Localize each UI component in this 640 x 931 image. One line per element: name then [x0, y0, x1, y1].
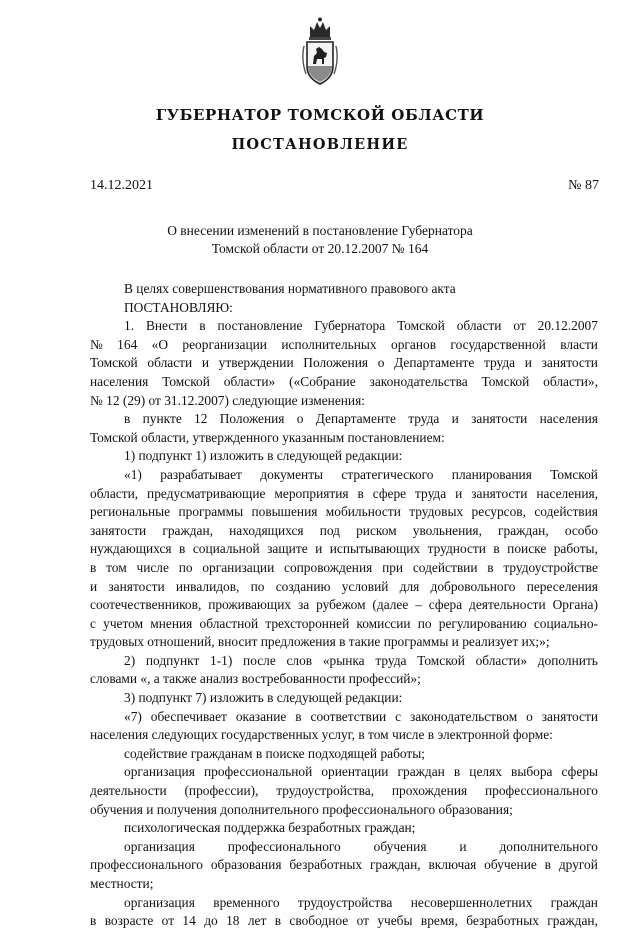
- body-line: обучения и получения дополнительного профессионального образования;: [90, 801, 513, 817]
- body-line: содействие гражданам в поиске подходящей работы;: [124, 745, 425, 761]
- body-line: № 164 «О реорганизации исполнительных органов государственной власти: [90, 336, 598, 352]
- authority-title: ГУБЕРНАТОР ТОМСКОЙ ОБЛАСТИ: [155, 106, 485, 124]
- body-line: № 12 (29) от 31.12.2007) следующие изменения:: [90, 392, 365, 408]
- body-line: деятельности (профессии), трудоустройства, прохождения профессионального: [90, 783, 598, 799]
- body-line: профессионального образования безработных граждан, включая обучение в другой: [90, 857, 598, 873]
- document-number: № 87: [568, 178, 599, 193]
- body-line: 3) подпункт 7) изложить в следующей редакции:: [124, 690, 403, 706]
- body-line: в том числе по организации сопровождения при содействии в трудоустройстве: [90, 559, 598, 575]
- document-date: 14.12.2021: [90, 178, 153, 193]
- body-line: 1) подпункт 1) изложить в следующей редакции:: [124, 448, 403, 464]
- body-line: трудовых отношений, вносит предложения в такие программы и реализует их;»;: [90, 634, 550, 650]
- body-line: занятости граждан, находящихся под риском увольнения, граждан, особо: [90, 522, 598, 538]
- body-line: региональные программы повышения мобильности трудовых ресурсов, содействия: [90, 504, 598, 520]
- body-line: и занятости инвалидов, по созданию условий для добровольного переселения: [90, 578, 598, 594]
- body-line: местности;: [90, 876, 154, 891]
- body-line: словами «, а также анализ востребованности профессий»;: [90, 671, 421, 687]
- body-line: нуждающихся в социальной защите и испытывающих трудности в поиске работы,: [90, 541, 598, 557]
- body-line: населения следующих государственных услуг, в том числе в электронной форме:: [90, 727, 553, 743]
- body-line: населения Томской области» («Собрание законодательства Томской области»,: [90, 373, 598, 389]
- body-line: в пункте 12 Положения о Департаменте труда и занятости населения: [124, 411, 598, 427]
- body-line: соотечественников, проживающих за рубежом (далее – сфера деятельности Органа): [90, 597, 598, 613]
- subject-line: Томской области от 20.12.2007 № 164: [211, 241, 429, 256]
- body-line: психологическая поддержка безработных граждан;: [124, 820, 416, 836]
- body-line: В целях совершенствования нормативного правового акта: [124, 281, 456, 296]
- body-line: «1) разрабатывает документы стратегического планирования Томской: [124, 466, 598, 482]
- body-line: организация временного трудоустройства несовершеннолетних граждан: [124, 894, 598, 910]
- document-subject: [0, 222, 640, 258]
- body-line: ПОСТАНОВЛЯЮ:: [124, 299, 233, 315]
- body-line: 2) подпункт 1-1) после слов «рынка труда Томской области» дополнить: [124, 652, 598, 668]
- body-line: области, предусматривающие мероприятия в сфере труда и занятости населения,: [90, 485, 598, 501]
- body-line: в возрасте от 14 до 18 лет в свободное от учебы время, безработных граждан,: [90, 913, 598, 929]
- body-line: Томской области и утверждении Положения о Департаменте труда и занятости: [90, 355, 598, 371]
- body-line: 1. Внести в постановление Губернатора Томской области от 20.12.2007: [124, 318, 598, 334]
- document-type-title: ПОСТАНОВЛЕНИЕ: [231, 136, 409, 153]
- coat-of-arms-icon: [300, 16, 340, 88]
- body-line: «7) обеспечивает оказание в соответствии с законодательством о занятости: [124, 708, 598, 724]
- body-line: организация профессионального обучения и дополнительного: [124, 838, 598, 854]
- body-line: Томской области, утвержденного указанным постановлением:: [90, 429, 445, 445]
- document-body: [90, 280, 598, 931]
- body-line: с учетом мнения областной трехсторонней комиссии по регулированию социально-: [90, 615, 598, 631]
- body-line: организация профессиональной ориентации граждан в целях выбора сферы: [124, 764, 598, 780]
- subject-line: О внесении изменений в постановление Губернатора: [167, 223, 473, 238]
